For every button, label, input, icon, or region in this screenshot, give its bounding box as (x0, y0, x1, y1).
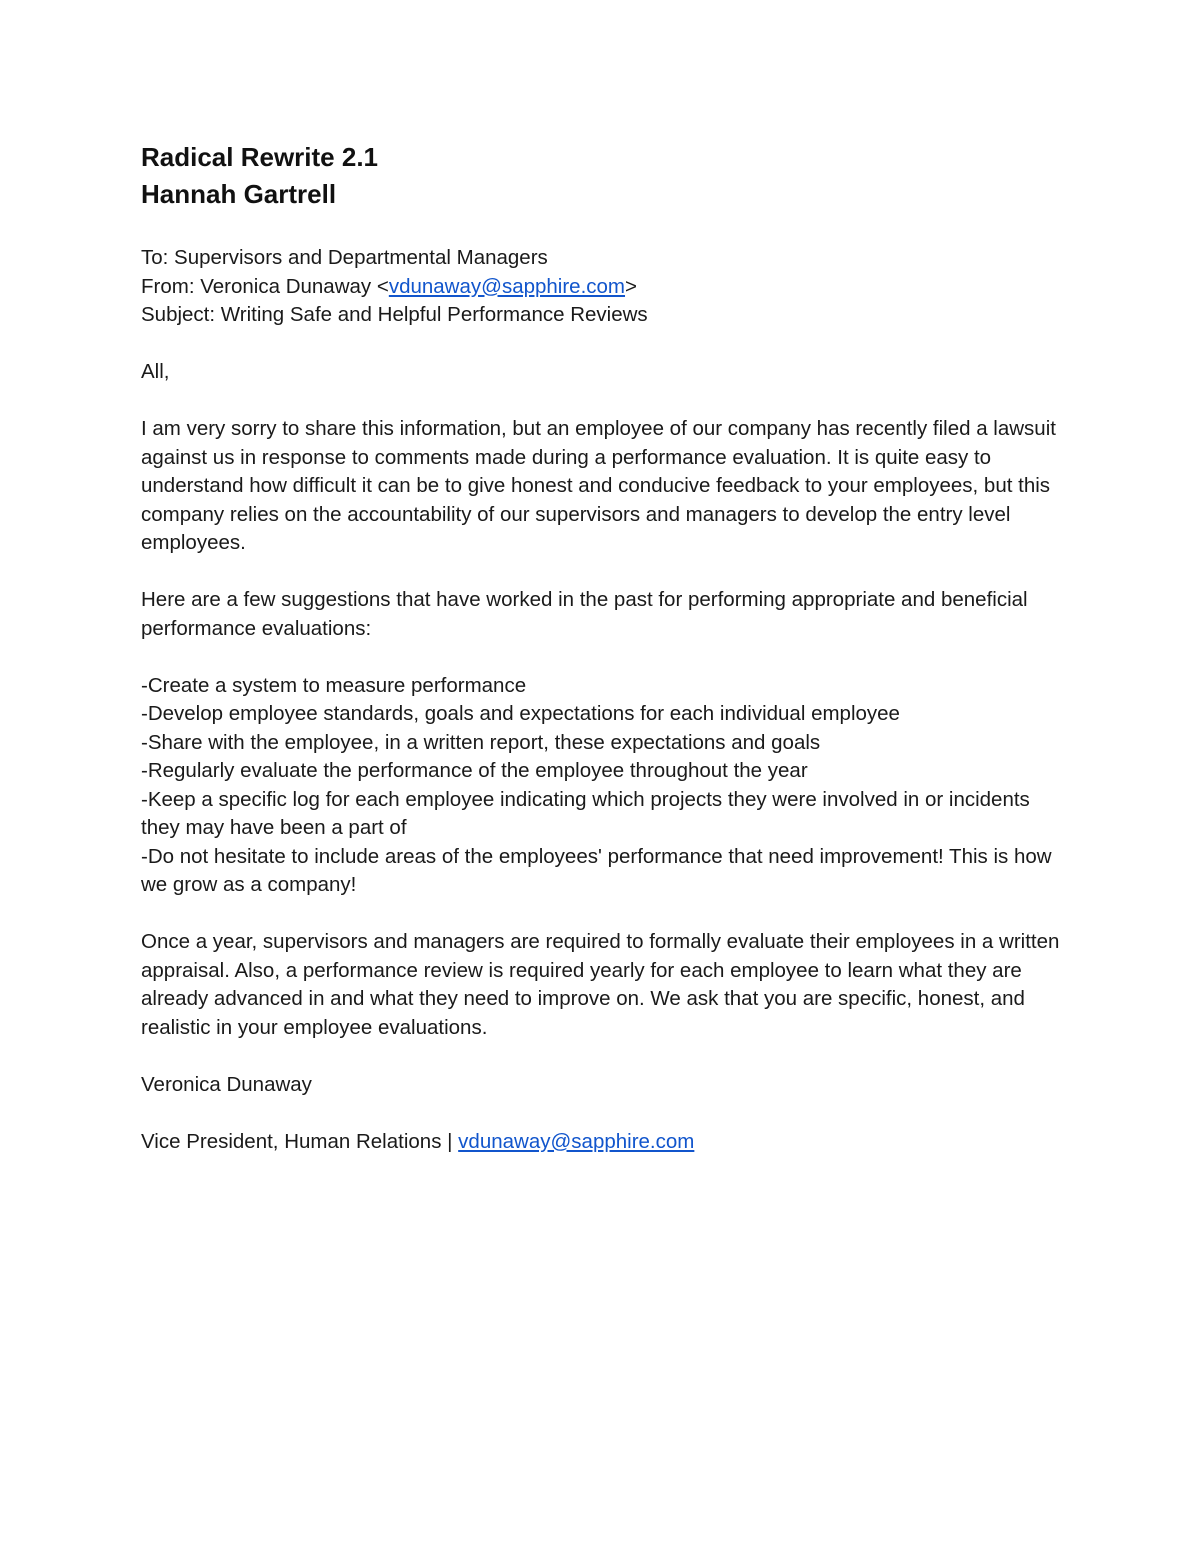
memo-from-suffix: > (625, 274, 637, 298)
document-title: Radical Rewrite 2.1 (141, 142, 378, 172)
memo-from (141, 273, 1071, 302)
memo-header (141, 244, 1071, 330)
list-item: -Create a system to measure performance (141, 673, 527, 697)
list-item: -Regularly evaluate the performance of the employee throughout the year (141, 759, 808, 782)
suggestion-list (141, 672, 1071, 900)
memo-to: To: Supervisors and Departmental Managers (141, 246, 548, 269)
memo-subject: Subject: Writing Safe and Helpful Performance Reviews (141, 303, 648, 326)
list-item: -Do not hesitate to include areas of the employees' performance that need improvement! This is how we grow as a company! (141, 844, 1052, 896)
paragraph-appraisal: Once a year, supervisors and managers are required to formally evaluate their employees in a written appraisal. Also, a performance review is required yearly for each employee to learn what they are already advanced in and what they need to improve on. We ask that you are specific, honest, and realistic in your employee evaluations. (141, 930, 1060, 1039)
greeting: All, (141, 360, 170, 383)
paragraph-suggestions-intro: Here are a few suggestions that have worked in the past for performing appropriate and beneficial performance evaluations: (141, 588, 1028, 640)
signature-title-text: Vice President, Human Relations | (141, 1129, 459, 1153)
list-item: -Develop employee standards, goals and expectations for each individual employee (141, 702, 900, 725)
signature-name: Veronica Dunaway (141, 1072, 312, 1096)
signature-email-link[interactable]: vdunaway@sapphire.com (458, 1129, 695, 1153)
signature-title (141, 1128, 1071, 1157)
memo-from-email-link[interactable]: vdunaway@sapphire.com (388, 274, 626, 298)
memo-from-prefix: From: Veronica Dunaway < (141, 274, 389, 298)
list-item: -Keep a specific log for each employee indicating which projects they were involved in or incidents they may have been a part of (141, 787, 1030, 839)
document-page (141, 139, 1071, 1156)
document-author: Hannah Gartrell (141, 179, 337, 209)
paragraph-intro: I am very sorry to share this information, but an employee of our company has recently filed a lawsuit against us in response to comments made during a performance evaluation. It is quite easy to understand how difficult it can be to give honest and conducive feedback to your employees, but this company relies on the accountability of our supervisors and managers to develop the entry level employees. (141, 417, 1056, 554)
list-item: -Share with the employee, in a written report, these expectations and goals (141, 730, 821, 754)
